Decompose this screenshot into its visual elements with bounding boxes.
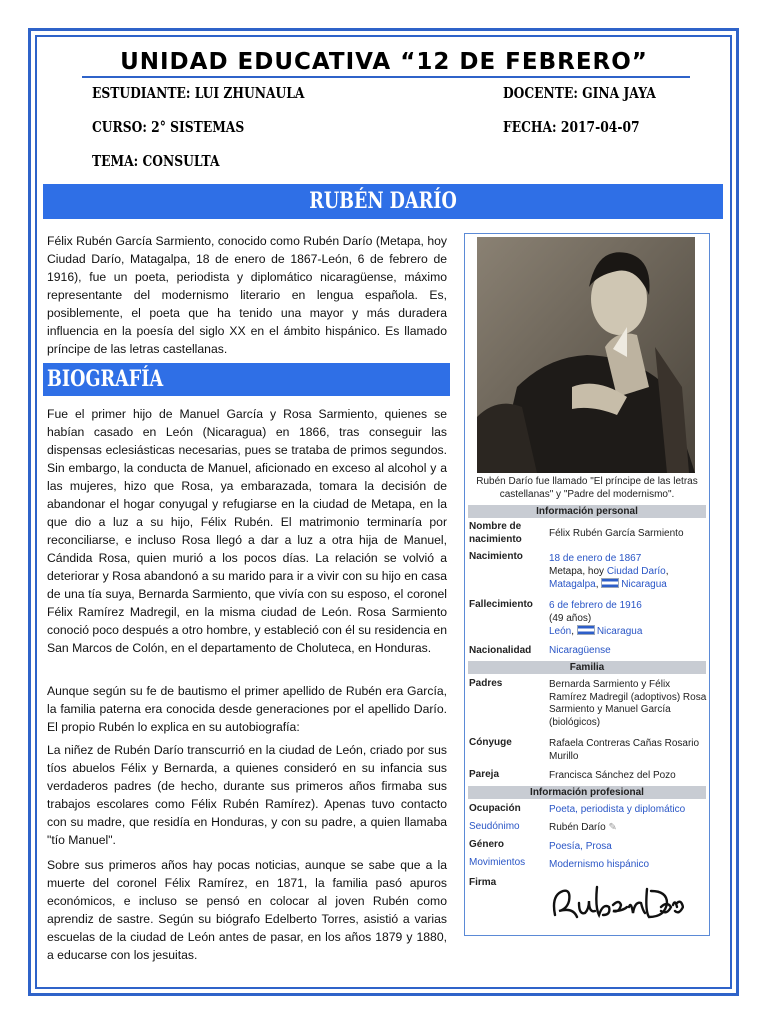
- teacher-line: DOCENTE: GINA JAYA: [503, 84, 656, 102]
- partner-label: Pareja: [469, 769, 500, 780]
- personal-info-header: Información personal: [468, 505, 706, 518]
- death-country-link[interactable]: Nicaragua: [596, 626, 643, 637]
- biography-banner: [43, 363, 450, 396]
- movements-label[interactable]: Movimientos: [469, 857, 526, 868]
- school-title: UNIDAD EDUCATIVA “12 DE FEBRERO”: [120, 49, 648, 75]
- movements-link[interactable]: Modernismo hispánico: [549, 859, 650, 870]
- birth-city-link[interactable]: Ciudad Darío: [606, 565, 666, 577]
- title-underline: [82, 76, 690, 78]
- death-date-link[interactable]: 6 de febrero de 1916: [549, 600, 642, 611]
- birth-value: 18 de enero de 1867 Metapa, hoy Ciudad Darío, Matagalpa, Nicaragua: [549, 553, 669, 590]
- family-header: Familia: [468, 661, 706, 674]
- birth-country-link[interactable]: Nicaragua: [621, 579, 667, 590]
- death-value: 6 de febrero de 1916 (49 años) León, Nicaragua: [549, 600, 643, 637]
- birth-place-text: Metapa, hoy: [549, 565, 607, 577]
- movements-value: [549, 859, 707, 872]
- birth-region-link[interactable]: Matagalpa: [549, 579, 596, 590]
- edit-pencil-icon[interactable]: ✎: [608, 822, 617, 833]
- date-line: FECHA: 2017-04-07: [503, 118, 640, 136]
- photo-caption: Rubén Darío fue llamado "El príncipe de las letras castellanas" y "Padre del modernismo".: [476, 476, 698, 500]
- intro-paragraph: Félix Rubén García Sarmiento, conocido como Rubén Darío (Metapa, hoy Ciudad Darío, Matagalpa, 18 de enero de 1867-León, 6 de febrero de 1916), fue un poeta, periodista y diplomático nicaragüense, máximo representante del modernismo literario en lengua española. Es, posiblemente, el poeta que ha tenido una mayor y más duradera influencia en la poesía del siglo XX en el ámbito hispánico. Es llamado príncipe de las letras castellanas.: [47, 234, 447, 356]
- genre-value: [549, 841, 707, 854]
- occupation-link[interactable]: Poeta, periodista y diplomático: [549, 804, 686, 815]
- death-place-link[interactable]: León: [549, 626, 572, 637]
- birth-name-value: Félix Rubén García Sarmiento: [549, 528, 684, 539]
- parents-value: Bernarda Sarmiento y Félix Ramírez Madregil (adoptivos) Rosa Sarmiento y Manuel García (biológicos): [549, 679, 707, 728]
- nicaragua-flag-icon: [577, 625, 595, 635]
- occupation-label: Ocupación: [469, 803, 521, 814]
- genre-label: Género: [469, 839, 505, 850]
- birth-date-link[interactable]: 18 de enero de 1867: [549, 553, 642, 564]
- biography-paragraph-3: La niñez de Rubén Darío transcurrió en la ciudad de León, criado por sus tíos abuelos Félix y Bernarda, a quienes consideró en su infancia sus verdaderos padres (de hecho, durante sus primeros años firmaba sus trabajos escolares como Félix Rubén Ramírez). Apenas tuvo contacto con su madre, que residía en Honduras, y con su padre, a quien llamaba "tío Manuel".: [47, 743, 447, 847]
- biography-paragraph-4: Sobre sus primeros años hay pocas noticias, aunque se sabe que a la muerte del coronel Félix Ramírez, en 1871, la familia pasó apuros económicos, e incluso se pensó en colocar al joven Rubén como aprendiz de sastre. Según su biógrafo Edelberto Torres, asistió a varias escuelas de la ciudad de León antes de pasar, en los años 1879 y 1880, a educarse con los jesuitas.: [47, 858, 447, 962]
- nationality-value: [549, 645, 707, 658]
- nationality-label: Nacionalidad: [469, 645, 532, 656]
- course-line: CURSO: 2° SISTEMAS: [92, 118, 245, 136]
- pseudonym-text: Rubén Darío: [549, 822, 606, 833]
- title-banner: [43, 184, 723, 219]
- nationality-link[interactable]: Nicaragüense: [549, 645, 611, 656]
- nicaragua-flag-icon: [601, 578, 619, 588]
- genre-link[interactable]: Poesía, Prosa: [549, 841, 612, 852]
- death-age: (49 años): [549, 612, 592, 624]
- pseudonym-label[interactable]: Seudónimo: [469, 821, 520, 832]
- occupation-value: [549, 804, 707, 817]
- signature-image: [549, 877, 684, 927]
- student-line: ESTUDIANTE: LUI ZHUNAULA: [92, 84, 305, 102]
- page-title: RUBÉN DARÍO: [309, 188, 457, 214]
- death-label: Fallecimiento: [469, 599, 533, 610]
- biography-heading: BIOGRAFÍA: [47, 366, 164, 392]
- pseudonym-value: [549, 822, 707, 835]
- topic-line: TEMA: CONSULTA: [92, 152, 220, 170]
- partner-value: Francisca Sánchez del Pozo: [549, 770, 676, 781]
- biography-paragraph-2: Aunque según su fe de bautismo el primer apellido de Rubén era García, la familia paterna era conocida desde generaciones por el apellido Darío. El propio Rubén lo explica en su autobiografía:: [47, 684, 447, 734]
- portrait-photo: [477, 237, 695, 473]
- signature-label: Firma: [469, 877, 497, 888]
- birth-label: Nacimiento: [469, 551, 523, 562]
- spouse-value: Rafaela Contreras Cañas Rosario Murillo: [549, 738, 700, 762]
- spouse-label: Cónyuge: [469, 737, 512, 748]
- birth-name-label: Nombre de nacimiento: [469, 521, 522, 545]
- professional-info-header: Información profesional: [468, 786, 706, 799]
- parents-label: Padres: [469, 678, 503, 689]
- biography-paragraph-1: Fue el primer hijo de Manuel García y Rosa Sarmiento, quienes se habían casado en León (Nicaragua) en 1866, tras conseguir las dispensas eclesiásticas necesarias, pues se trataba de primos segundos. Sin embargo, la conducta de Manuel, aficionado en exceso al alcohol y a las mujeres, hizo que Rosa, ya embarazada, tomara la decisión de abandonar el hogar conyugal y refugiarse en la ciudad de Metapa, en la que dio a luz a su hijo, Félix Rubén. El matrimonio terminaría por reconciliarse, e incluso Rosa llegó a dar a luz a otra hija de Manuel, Cándida Rosa, quien murió a los pocos días. La relación se volvió a deteriorar y Rosa abandonó a su marido para ir a vivir con su hijo en casa de una tía suya, Bernarda Sarmiento, que vivía con su esposo, el coronel Félix Ramírez Madregil, en la misma ciudad de León. Rosa Sarmiento conoció poco después a otro hombre, y estableció con él su residencia en San Marcos de Colón, en el departamento de Choluteca, en Honduras.: [47, 407, 447, 655]
